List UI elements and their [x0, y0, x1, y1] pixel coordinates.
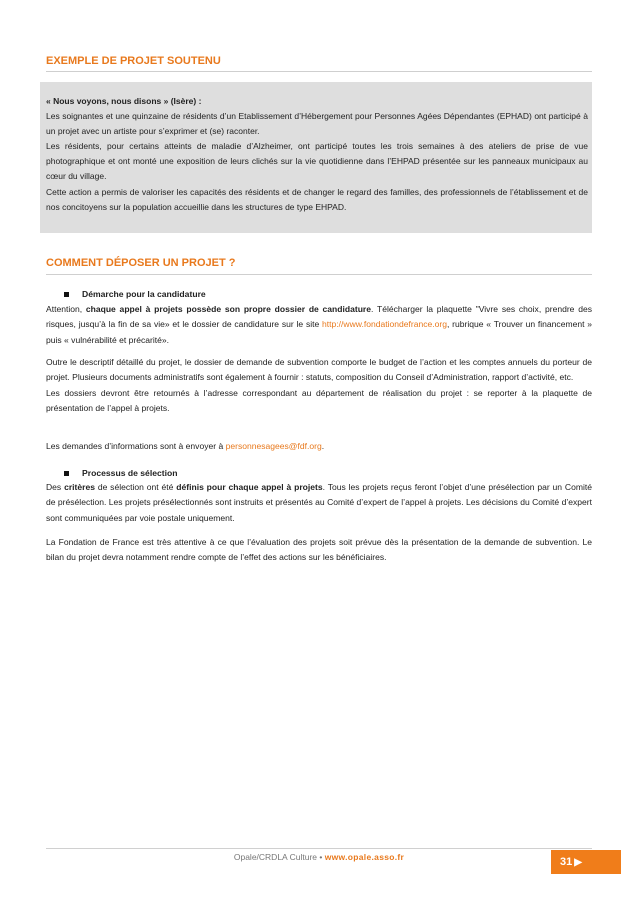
text-run-bold: critères	[64, 482, 95, 492]
page-number: 31	[560, 856, 573, 868]
bullet-square-icon	[64, 471, 69, 476]
text-run: de sélection ont été	[94, 482, 177, 492]
dossier-text-2: Les dossiers devront être retournés à l’adresse correspondant au département de réalisation du projet : se reporter à la plaquette de présentation de l’appel à projets.	[46, 387, 592, 414]
bullet-square-icon	[64, 292, 69, 297]
text-run-bold: chaque appel à projets possède son propre dossier de candidature	[85, 304, 371, 314]
candidature-text	[46, 302, 592, 348]
subheading-candidature	[64, 289, 206, 299]
text-run: , rubrique « Trouver un financement » puis « vulnérabilité et précarité».	[46, 319, 592, 345]
selection-text	[46, 480, 592, 526]
footer	[0, 852, 638, 862]
subheading-label: Processus de sélection	[82, 468, 178, 478]
footer-separator: •	[317, 852, 325, 862]
example-paragraph-1: Les soignantes et une quinzaine de résidents d’un Etablissement d’Hébergement pour Personnes Agées Dépendantes (EPHAD) ont participé à un projet avec un artiste pour s’exprimer et (se) raconter.	[46, 111, 588, 137]
email-link[interactable]: personnesagees@fdf.org	[225, 441, 322, 451]
section-heading-submit: COMMENT DÉPOSER UN PROJET ?	[46, 257, 236, 269]
footer-org: Opale/CRDLA Culture	[233, 852, 318, 862]
next-arrow-icon: ▶	[574, 856, 582, 868]
evaluation-text: La Fondation de France est très attentive à ce que l’évaluation des projets soit prévue dès la présentation de la demande de subvention. Le bilan du projet devra notamment rendre compte de l’effet des actions sur les bénéficiaires.	[46, 537, 592, 563]
text-run: Attention,	[46, 304, 86, 314]
text-run: .	[321, 441, 325, 451]
page-number-badge	[551, 850, 621, 874]
example-title: « Nous voyons, nous disons » (Isère) :	[46, 96, 202, 106]
text-run: . Télécharger la plaquette "Vivre ses choix, prendre des risques, jusqu’à la fin de sa vie» et le dossier de candidature sur le site	[46, 304, 592, 330]
dossier-paragraph	[46, 355, 592, 417]
text-run: . Tous les projets reçus feront l’objet d’une présélection par un Comité de présélection. Les projets présélectionnés sont instruits et présentés au Comité d’expert de l’appel à projets. Les décisions du Comité d’expert sont communiquées par voie postale uniquement.	[46, 482, 592, 523]
subheading-selection	[64, 468, 178, 478]
subheading-label: Démarche pour la candidature	[82, 289, 206, 299]
selection-paragraph	[46, 480, 592, 526]
heading-divider	[46, 274, 592, 275]
text-run: Les demandes d’informations sont à envoyer à	[46, 441, 226, 451]
info-paragraph	[46, 439, 592, 454]
footer-site-link[interactable]: www.opale.asso.fr	[324, 852, 405, 862]
section-heading-example: EXEMPLE DE PROJET SOUTENU	[46, 55, 221, 67]
candidature-paragraph	[46, 302, 592, 348]
example-paragraph-2: Les résidents, pour certains atteints de maladie d’Alzheimer, ont participé toutes les trois semaines à des ateliers de prise de vue photographique et ont monté une exposition de leurs clichés sur la vie quotidienne dans l’EHPAD présentée sur les panneaux municipaux au cœur du village.	[46, 141, 588, 182]
text-run: Des	[46, 482, 65, 492]
example-project-box	[40, 82, 592, 233]
fondation-link[interactable]: http://www.fondationdefrance.org	[322, 319, 447, 330]
example-paragraph-3: Cette action a permis de valoriser les capacités des résidents et de changer le regard des familles, des professionnels de l’établissement et de nos concitoyens sur la population accueillie dans les structures de type EHPAD.	[46, 186, 588, 212]
dossier-text-1: Outre le descriptif détaillé du projet, le dossier de demande de subvention comporte le budget de l’action et les comptes annuels du porteur de projet. Plusieurs documents administratifs sont également à fournir : statuts, composition du Conseil d’Administration, rapport d’activité, etc.	[46, 357, 592, 383]
info-text	[46, 439, 592, 454]
heading-divider	[46, 71, 592, 72]
text-run-bold: définis pour chaque appel à projets	[176, 482, 323, 492]
evaluation-paragraph	[46, 535, 592, 566]
footer-divider	[46, 848, 592, 849]
